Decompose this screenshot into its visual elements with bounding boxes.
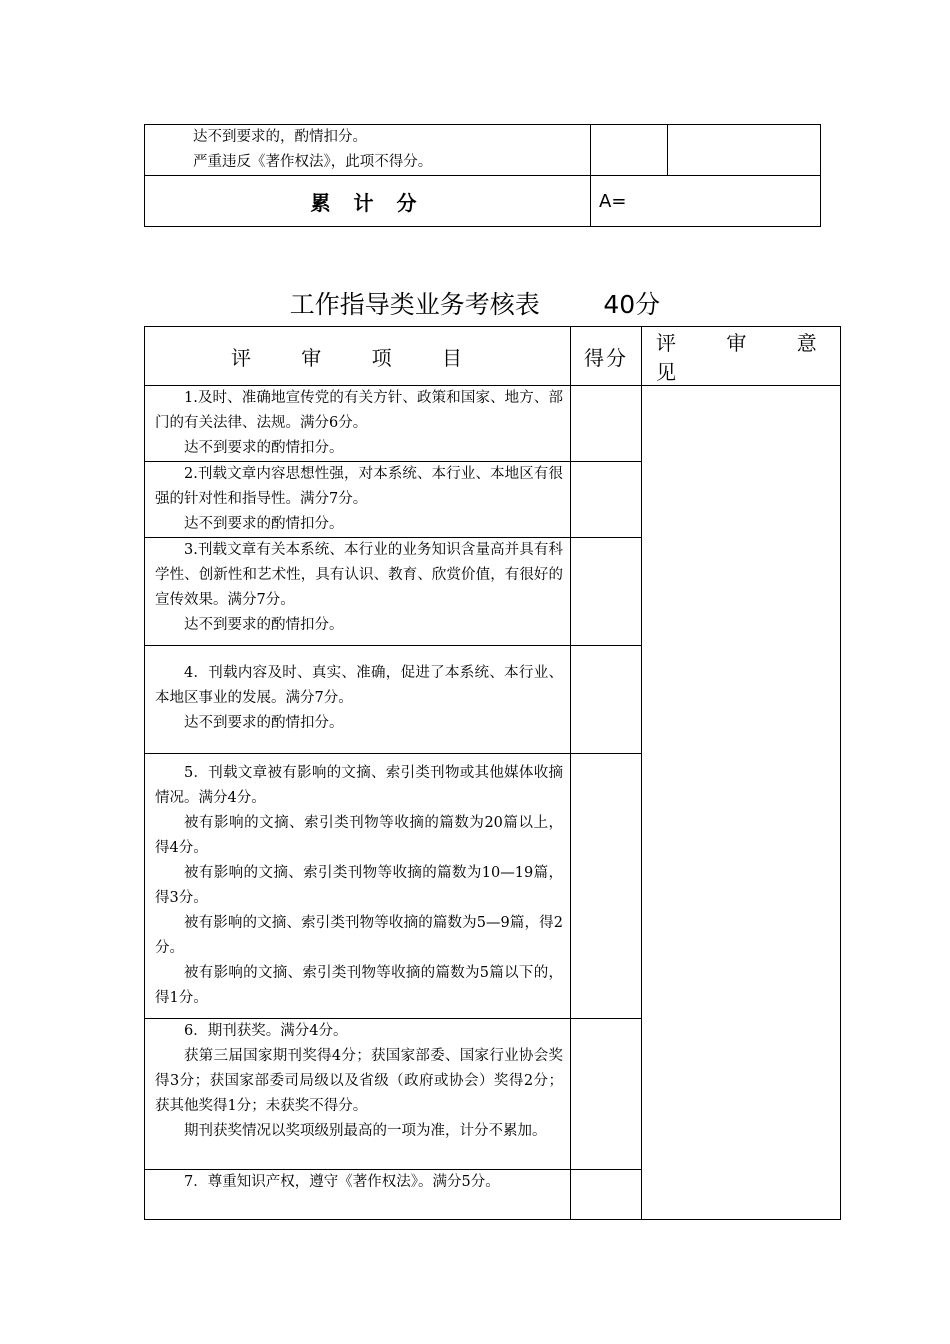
previous-line: 达不到要求的，酌情扣分。 bbox=[193, 129, 367, 145]
criterion-paragraph: 期刊获奖情况以奖项级别最高的一项为准，计分不累加。 bbox=[184, 1123, 547, 1139]
header-review-item: 评 审 项 目 bbox=[145, 327, 571, 386]
criterion-paragraph: 被有影响的文摘、索引类刊物等收摘的篇数为20篇以上，得4分。 bbox=[155, 815, 563, 856]
criterion-paragraph: 3.刊载文章有关本系统、本行业的业务知识含量高并具有科学性、创新性和艺术性，具有认识、教育、欣赏价值，有很好的宣传效果。满分7分。 bbox=[155, 542, 563, 608]
header-review-opinion: 评 审 意 见 bbox=[642, 327, 841, 386]
previous-line: 严重违反《著作权法》，此项不得分。 bbox=[193, 154, 433, 170]
criterion-cell-4 bbox=[145, 646, 571, 754]
criterion-paragraph: 被有影响的文摘、索引类刊物等收摘的篇数为10—19篇，得3分。 bbox=[155, 865, 563, 906]
previous-section-table bbox=[144, 124, 821, 227]
criterion-paragraph: 被有影响的文摘、索引类刊物等收摘的篇数为5篇以下的，得1分。 bbox=[155, 965, 563, 1006]
criterion-paragraph: 达不到要求的酌情扣分。 bbox=[184, 715, 344, 731]
score-cell-2[interactable] bbox=[571, 462, 642, 538]
assessment-table bbox=[144, 326, 841, 1220]
header-score: 得分 bbox=[571, 327, 642, 386]
criterion-paragraph: 达不到要求的酌情扣分。 bbox=[184, 440, 344, 456]
score-cell-4[interactable] bbox=[571, 646, 642, 754]
criterion-paragraph: 4．刊载内容及时、真实、准确，促进了本系统、本行业、本地区事业的发展。满分7分。 bbox=[155, 665, 563, 706]
criterion-paragraph: 1.及时、准确地宣传党的有关方针、政策和国家、地方、部门的有关法律、法规。满分6分。 bbox=[155, 390, 563, 431]
review-opinion-cell[interactable] bbox=[642, 386, 841, 1220]
form-title: 工作指导类业务考核表 40分 bbox=[289, 290, 661, 319]
criterion-paragraph: 5．刊载文章被有影响的文摘、索引类刊物或其他媒体收摘情况。满分4分。 bbox=[155, 765, 563, 806]
criterion-paragraph: 2.刊载文章内容思想性强，对本系统、本行业、本地区有很强的针对性和指导性。满分7分。 bbox=[155, 466, 563, 507]
previous-score-cell bbox=[591, 125, 668, 176]
criterion-cell-5 bbox=[145, 754, 571, 1019]
previous-criteria-cell bbox=[145, 125, 591, 176]
criterion-paragraph: 6．期刊获奖。满分4分。 bbox=[184, 1023, 348, 1039]
score-cell-1[interactable] bbox=[571, 386, 642, 462]
score-cell-5[interactable] bbox=[571, 754, 642, 1019]
criterion-paragraph: 达不到要求的酌情扣分。 bbox=[184, 617, 344, 633]
criterion-paragraph: 被有影响的文摘、索引类刊物等收摘的篇数为5—9篇，得2分。 bbox=[155, 915, 563, 956]
criterion-paragraph: 获第三届国家期刊奖得4分；获国家部委、国家行业协会奖得3分；获国家部委司局级以及省级（政府或协会）奖得2分；获其他奖得1分；未获奖不得分。 bbox=[155, 1048, 563, 1114]
previous-opinion-cell bbox=[668, 125, 821, 176]
total-score-label: 累 计 分 bbox=[145, 176, 591, 227]
criterion-cell-7 bbox=[145, 1170, 571, 1220]
criterion-paragraph: 达不到要求的酌情扣分。 bbox=[184, 516, 344, 532]
criterion-cell-6 bbox=[145, 1019, 571, 1170]
score-cell-6[interactable] bbox=[571, 1019, 642, 1170]
criterion-cell-1 bbox=[145, 386, 571, 462]
score-cell-7[interactable] bbox=[571, 1170, 642, 1220]
total-score-value: A= bbox=[591, 176, 821, 227]
criterion-paragraph: 7．尊重知识产权，遵守《著作权法》。满分5分。 bbox=[184, 1174, 500, 1190]
criterion-cell-2 bbox=[145, 462, 571, 538]
criterion-cell-3 bbox=[145, 538, 571, 646]
score-cell-3[interactable] bbox=[571, 538, 642, 646]
